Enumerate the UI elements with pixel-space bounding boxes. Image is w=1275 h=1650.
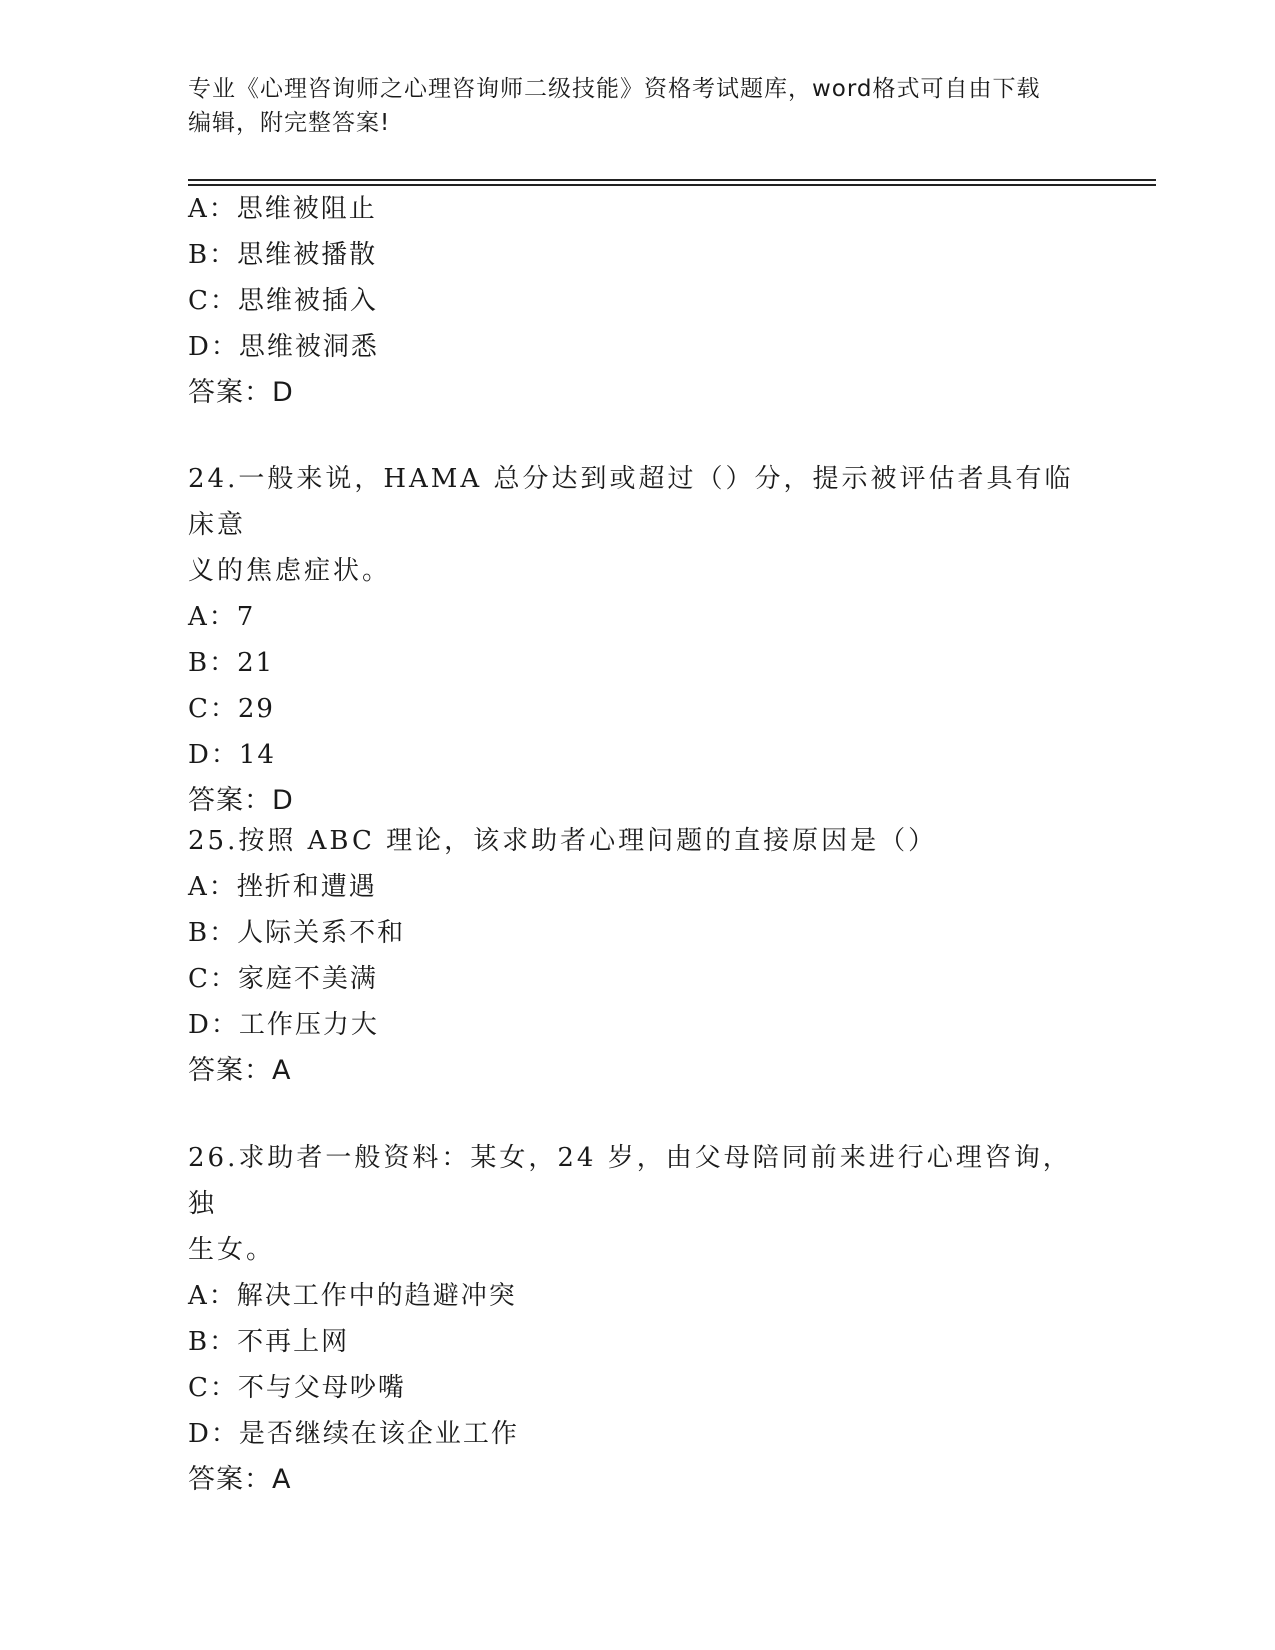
header-divider-top	[188, 179, 1156, 181]
option-c: C：思维被插入	[188, 286, 378, 316]
answer: 答案：D	[188, 785, 294, 816]
option-a: A：思维被阻止	[188, 194, 377, 224]
question-26	[188, 1135, 1088, 1503]
option-c: C：家庭不美满	[188, 964, 378, 994]
question-stem-line-2: 生女。	[188, 1235, 276, 1265]
question-stem-line-1: 26.求助者一般资料：某女，24 岁，由父母陪同前来进行心理咨询，独	[188, 1143, 1072, 1219]
option-a: A：7	[188, 602, 256, 632]
option-d: D：14	[188, 740, 276, 770]
answer: 答案：A	[188, 1464, 292, 1495]
option-d: D：工作压力大	[188, 1010, 379, 1040]
option-c: C：29	[188, 694, 275, 724]
answer: 答案：D	[188, 377, 294, 408]
question-23	[188, 186, 1088, 416]
option-b: B：21	[188, 648, 275, 678]
option-b: B：人际关系不和	[188, 918, 406, 948]
header-line-2: 编辑，附完整答案!	[188, 110, 391, 136]
option-a: A：解决工作中的趋避冲突	[188, 1281, 517, 1311]
option-d: D：是否继续在该企业工作	[188, 1419, 519, 1449]
header-line-1: 专业《心理咨询师之心理咨询师二级技能》资格考试题库，word格式可自由下载	[188, 76, 1041, 102]
option-a: A：挫折和遭遇	[188, 872, 377, 902]
answer: 答案：A	[188, 1055, 292, 1086]
document-header	[188, 72, 1068, 140]
question-stem-line-2: 义的焦虑症状。	[188, 556, 392, 586]
question-24	[188, 456, 1088, 824]
option-b: B：思维被播散	[188, 240, 378, 270]
question-stem-line-1: 25.按照 ABC 理论，该求助者心理问题的直接原因是（）	[188, 826, 938, 856]
option-d: D：思维被洞悉	[188, 332, 379, 362]
option-b: B：不再上网	[188, 1327, 350, 1357]
question-stem-line-1: 24.一般来说，HAMA 总分达到或超过（）分，提示被评估者具有临床意	[188, 464, 1074, 540]
question-25	[188, 818, 1088, 1094]
option-c: C：不与父母吵嘴	[188, 1373, 406, 1403]
